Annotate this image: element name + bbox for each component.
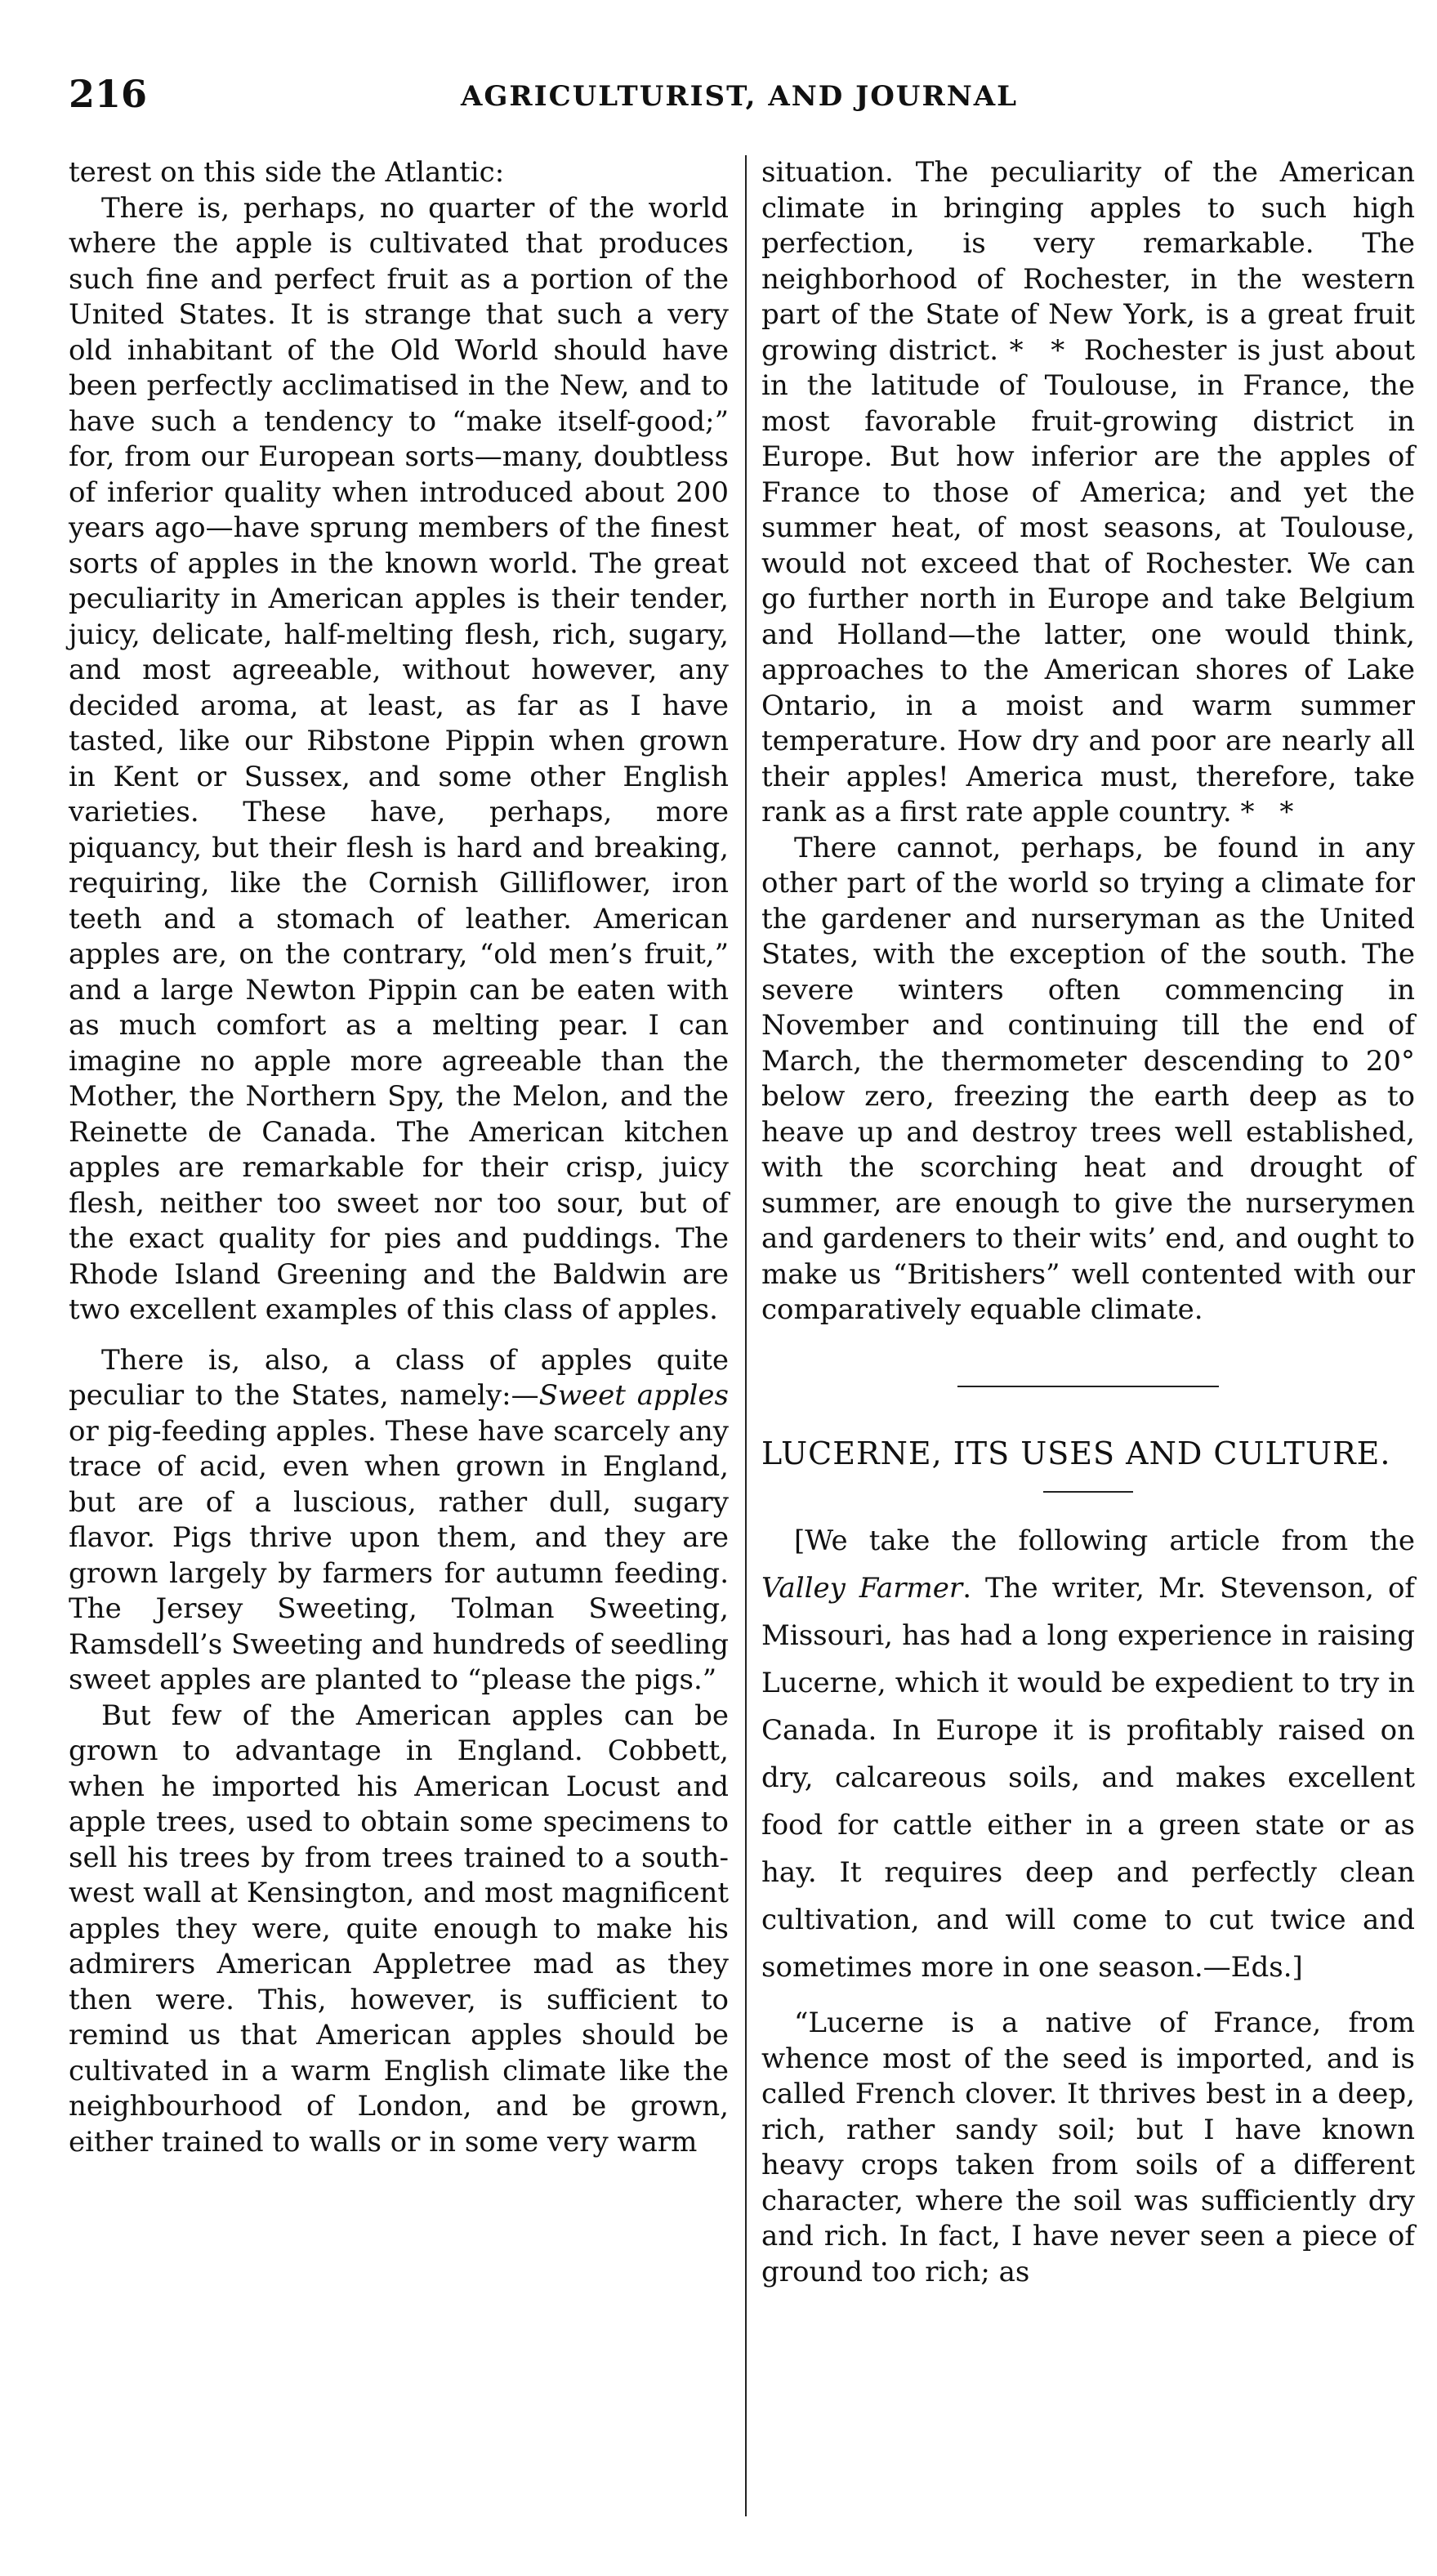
paragraph-england-apples: But few of the American apples can be grown to advantage in England. Cobbett, when he imported his American Locust and apple trees, used to obtain some specimens to sell his trees by from trees trained to a south-west wall at Kensington, and most magnificent apples they were, quite enough to make his admirers American Appletree mad as they then were. This, however, is sufficient to remind us that American apples should be cultivated in a warm English climate like the neighbourhood of London, and be grown, either trained to walls or in some very warm [69,1699,729,2159]
paragraph-sweet-apples [69,1343,729,1699]
ellipsis-stars: * * [1240,796,1302,828]
ellipsis-stars: * * [1009,333,1073,367]
title-rule [1043,1491,1133,1493]
section-title: LUCERNE, ITS USES AND CULTURE. [761,1435,1391,1471]
section-separator [957,1386,1219,1387]
page-number: 216 [69,72,148,116]
emphasis-text: Sweet apples [538,1379,729,1412]
editor-intro [761,1517,1415,1991]
page-header [69,72,1392,129]
paragraph-american-climate [761,155,1415,831]
column-divider [745,155,747,2516]
text-span: [We take the following article from the [794,1525,1415,1557]
paragraph-american-apples: There is, perhaps, no quarter of the world where the apple is cultivated that produces such fine and perfect fruit as a portion of the United States. It is strange that such a very old inhabitant of the Old World should have been perfectly acclimatised in the New, and to have such a tendency to “make itself-good;” for, from our European sorts—many, doubtless of inferior quality when introduced about 200 years ago—have sprung members of the finest sorts of apples in the known world. The great peculiarity in American apples is their tender, juicy, delicate, half-melting flesh, rich, sugary, and most agreeable, without however, any decided aroma, at least, as far as I have tasted, like our Ribstone Pippin when grown in Kent or Sussex, and some other English varieties. These have, perhaps, more piquancy, but their flesh is hard and breaking, requiring, like the Cornish Gilliflower, iron teeth and a stomach of leather. American apples are, on the contrary, “old men’s fruit,” and a large Newton Pippin can be eaten with as much comfort as a melting pear. I can imagine no apple more agreeable than the Mother, the Northern Spy, the Melon, and the Reinette de Canada. The American kitchen apples are remarkable for their crisp, juicy flesh, neither too sweet nor too sour, but of the exact quality for pies and puddings. The Rhode Island Greening and the Baldwin are two excellent examples of this class of apples. [69,191,729,1326]
text-span: There is, also, a class of apples quite peculiar to the States, namely:— [69,1343,729,1412]
text-span: Rochester is just about in the latitude of Toulouse, in France, the most favorable fruit-growing district in Europe. But how inferior are the apples of France to those of America; and yet the summer heat, of most seasons, at Toulouse, would not exceed that of Rochester. We can go further north in Europe and take Belgium and Holland—the latter, one would think, approaches to the American shores of Lake Ontario, in a moist and warm summer temperature. How dry and poor are nearly all their apples! America must, therefore, take rank as a first rate apple country. [761,333,1415,828]
right-column [761,155,1415,2290]
paragraph-trying-climate: There cannot, perhaps, be found in any other part of the world so trying a climate for the gardener and nurseryman as the United States, with the exception of the south. The severe winters often commencing in November and continuing till the end of March, the thermometer descending to 20° below zero, freezing the earth deep as to heave up and destroy trees well established, with the scorching heat and drought of summer, are enough to give the nurserymen and gardeners to their wits’ end, and ought to make us “Britishers” well contented with our comparatively equable climate. [761,831,1415,1326]
left-column [69,155,729,2160]
continued-paragraph: terest on this side the Atlantic: [69,156,505,189]
text-span: . The writer, Mr. Stevenson, of Missouri, has had a long experience in raising Lucerne, which it would be expedient to try in Canada. In Europe it is profitably raised on dry, calcareous soils, and makes excellent food for cattle either in a green state or as hay. It requires deep and perfectly clean cultivation, and will come to cut twice and sometimes more in one season.—Eds.] [761,1572,1416,1984]
text-span: situation. The peculiarity of the American climate in bringing apples to such high perfection, is very remarkable. The neighborhood of Rochester, in the western part of the State of New York, is a great fruit growing district. [761,156,1415,367]
emphasis-text: Valley Farmer [761,1572,963,1605]
paragraph-lucerne-native: “Lucerne is a native of France, from whence most of the seed is imported, and is called French clover. It thrives best in a deep, rich, rather sandy soil; but I have known heavy crops taken from soils of a different character, where the soil was sufficiently dry and rich. In fact, I have never seen a piece of ground too rich; as [761,2007,1415,2288]
running-head: AGRICULTURIST, AND JOURNAL [461,80,1019,113]
text-span: or pig-feeding apples. These have scarcely any trace of acid, even when grown in England, but are of a luscious, rather dull, sugary flavor. Pigs thrive upon them, and they are grown largely by farmers for autumn feeding. The Jersey Sweeting, Tolman Sweeting, Ramsdell’s Sweeting and hundreds of seedling sweet apples are planted to “please the pigs.” [69,1414,729,1696]
